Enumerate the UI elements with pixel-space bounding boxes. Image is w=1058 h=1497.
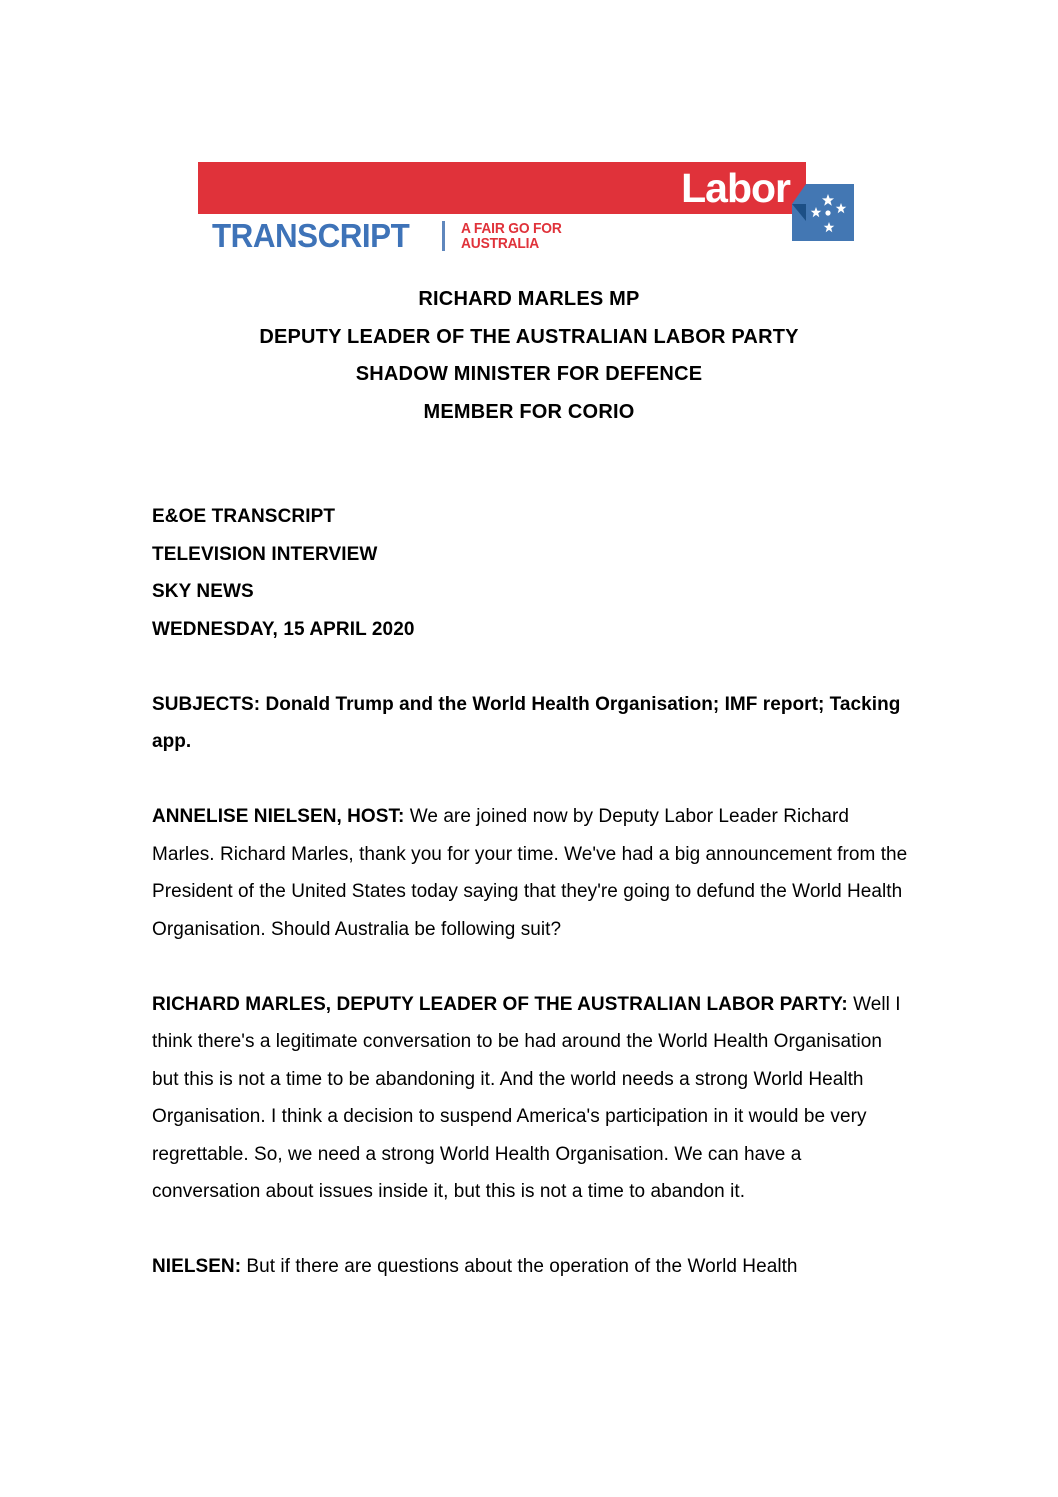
letterhead-divider [442,221,445,251]
tagline-line-1: A FAIR GO FOR [460,220,562,237]
speaker-label-nielsen: NIELSEN: [152,1256,242,1277]
letterhead-bottom-row [212,218,570,254]
spacer-after-paragraph-1 [152,948,912,986]
meta-date: WEDNESDAY, 15 APRIL 2020 [152,618,415,640]
letterhead-logo [198,162,858,258]
title-role-shadow-minister: SHADOW MINISTER FOR DEFENCE [355,363,703,385]
meta-eoe-transcript: E&OE TRANSCRIPT [152,506,336,527]
spacer-after-paragraph-2 [152,1211,912,1249]
letterhead-red-bar [198,162,806,214]
speech-text-2: Well I think there's a legitimate conversation to be had around the World Health Organisation but this is not a time to be abandoning it. And the world needs a strong World Health Organisation. I think a decision to suspend America's participation in it would be very regrettable. So, we need a strong World Health Organisation. We can have a conversation about issues inside it, but this is not a time to abandon it. [152,993,901,1202]
page-title: RICHARD MARLES MP [418,288,640,310]
title-role-deputy-leader: DEPUTY LEADER OF THE AUSTRALIAN LABOR PARTY [259,325,799,348]
speaker-label-richard-marles: RICHARD MARLES, DEPUTY LEADER OF THE AUSTRALIAN LABOR PARTY: [152,993,848,1015]
transcript-paragraph-1 [152,798,912,948]
meta-interview-type: TELEVISION INTERVIEW [152,543,378,565]
document-body [152,498,912,1286]
title-role-member-for-corio: MEMBER FOR CORIO [423,400,635,423]
meta-outlet: SKY NEWS [152,581,254,602]
spacer-after-meta [152,648,912,686]
labor-brand-wordmark: Labor [681,165,790,211]
speaker-label-nielsen-host: ANNELISE NIELSEN, HOST: [152,806,405,827]
document-title-block [0,281,1058,431]
subjects-line: SUBJECTS: Donald Trump and the World Health Organisation; IMF report; Tacking app. [152,693,901,752]
transcript-wordmark: TRANSCRIPT [212,217,410,254]
tagline-line-2: AUSTRALIA [460,235,539,252]
spacer-after-subjects [152,761,912,799]
letterhead-tagline [461,221,562,251]
speech-text-3: But if there are questions about the operation of the World Health [241,1256,798,1277]
southern-cross-flag-icon [792,184,854,241]
speech-text-1: We are joined now by Deputy Labor Leader Richard Marles. Richard Marles, thank you for your time. We've had a big announcement from the President of the United States today saying that they're going to defund the World Health Organisation. Should Australia be following suit? [152,806,908,940]
transcript-paragraph-3 [152,1248,912,1286]
transcript-paragraph-2 [152,986,912,1211]
